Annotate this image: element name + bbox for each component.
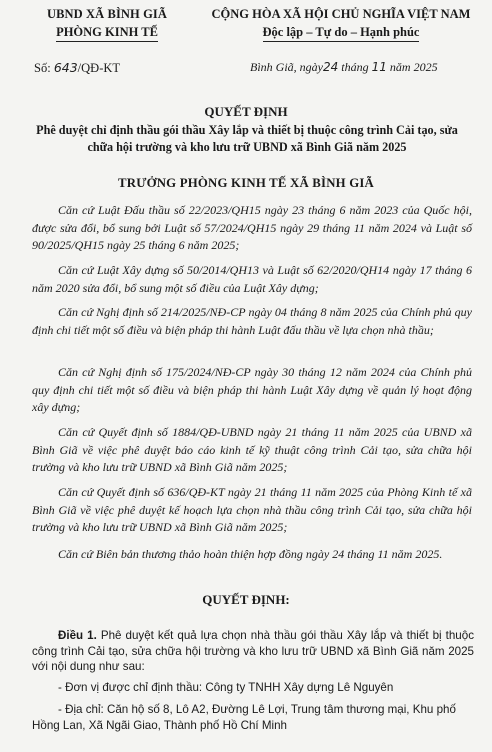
contractor-address: - Địa chỉ: Căn hộ số 8, Lô A2, Đường Lê Lợi, Trung tâm thương mại, Khu phố Hồng Lan, Xã Ngãi Giao, Thành phố Hồ Chí Minh bbox=[32, 703, 456, 732]
month-handwritten: 11 bbox=[371, 60, 387, 74]
article-1-label: Điều 1. bbox=[58, 629, 97, 642]
legal-basis-2: Căn cứ Luật Xây dựng số 50/2014/QH13 và Luật số 62/2020/QH14 ngày 17 tháng 6 năm 2020 sửa đổi, bổ sung một số điều của Luật Xây dựng; bbox=[32, 263, 472, 295]
document-title: QUYẾT ĐỊNH bbox=[204, 104, 288, 119]
decision-heading: QUYẾT ĐỊNH: bbox=[202, 592, 290, 607]
article-1 bbox=[32, 628, 474, 675]
day-handwritten: 24 bbox=[323, 60, 339, 74]
place-date-prefix: Bình Giã, ngày bbox=[250, 60, 323, 74]
legal-basis-6: Căn cứ Quyết định số 636/QĐ-KT ngày 21 tháng 11 năm 2025 của Phòng Kinh tế xã Bình Giã về việc phê duyệt kế hoạch lựa chọn nhà thầu công trình Cải tạo, sửa chữa hội trường và kho lưu trữ UBND xã Bình Giã năm 2025; bbox=[32, 485, 472, 534]
doc-number-suffix: /QĐ-KT bbox=[77, 61, 121, 75]
doc-number-handwritten: 643 bbox=[53, 60, 78, 75]
designated-contractor: - Đơn vị được chỉ định thầu: Công ty TNHH Xây dựng Lê Nguyên bbox=[58, 681, 394, 694]
month-label: tháng bbox=[341, 60, 369, 74]
document-number bbox=[34, 60, 120, 76]
issuer-block bbox=[22, 6, 192, 42]
agency-name: UBND XÃ BÌNH GIÃ bbox=[46, 7, 167, 21]
legal-basis-1: Căn cứ Luật Đấu thầu số 22/2023/QH15 ngày 23 tháng 6 năm 2023 của Quốc hội, được sửa đổi, bổ sung bởi Luật số 57/2024/QH15 ngày 29 tháng 11 năm 2024 và Luật số 90/2025/QH15 ngày 25 tháng 6 năm 2025; bbox=[32, 203, 472, 252]
national-header bbox=[198, 6, 484, 42]
national-motto: Độc lập – Tự do – Hạnh phúc bbox=[263, 24, 420, 42]
legal-basis-5: Căn cứ Quyết định số 1884/QĐ-UBND ngày 21 tháng 11 năm 2025 của UBND xã Bình Giã về việc phê duyệt báo cáo kinh tế kỹ thuật công trình Cải tạo, sửa chữa hội trường và kho lưu trữ UBND xã Bình Giã năm 2025; bbox=[32, 425, 472, 474]
legal-basis-4: Căn cứ Nghị định số 175/2024/NĐ-CP ngày 30 tháng 12 năm 2024 của Chính phủ quy định chi tiết một số điều và biện pháp thi hành Luật Xây dựng về quản lý hoạt động xây dựng; bbox=[32, 365, 472, 414]
article-1-text: Phê duyệt kết quả lựa chọn nhà thầu gói thầu Xây lắp và thiết bị thuộc công trình Cải tạo, sửa chữa hội trường và kho lưu trữ UBND xã Bình Giã năm 2025 với nội dung như sau: bbox=[32, 629, 474, 673]
department-name: PHÒNG KINH TẾ bbox=[56, 24, 158, 42]
legal-basis-3: Căn cứ Nghị định số 214/2025/NĐ-CP ngày 04 tháng 8 năm 2025 của Chính phủ quy định chi tiết một số điều và biện pháp thi hành Luật đấu thầu về lựa chọn nhà thầu; bbox=[32, 305, 472, 337]
issuing-authority: TRƯỞNG PHÒNG KINH TẾ XÃ BÌNH GIÃ bbox=[118, 176, 374, 190]
legal-basis-7: Căn cứ Biên bản thương thảo hoàn thiện hợp đồng ngày 24 tháng 11 năm 2025. bbox=[58, 547, 443, 561]
republic-name: CỘNG HÒA XÃ HỘI CHỦ NGHĨA VIỆT NAM bbox=[211, 7, 471, 21]
year-label: năm 2025 bbox=[389, 60, 438, 74]
document-subtitle: Phê duyệt chỉ định thầu gói thầu Xây lắp và thiết bị thuộc công trình Cải tạo, sửa chữa hội trường và kho lưu trữ UBND xã Bình Giã năm 2025 bbox=[36, 123, 458, 154]
doc-number-prefix: Số: bbox=[34, 61, 51, 75]
place-and-date bbox=[250, 60, 438, 75]
